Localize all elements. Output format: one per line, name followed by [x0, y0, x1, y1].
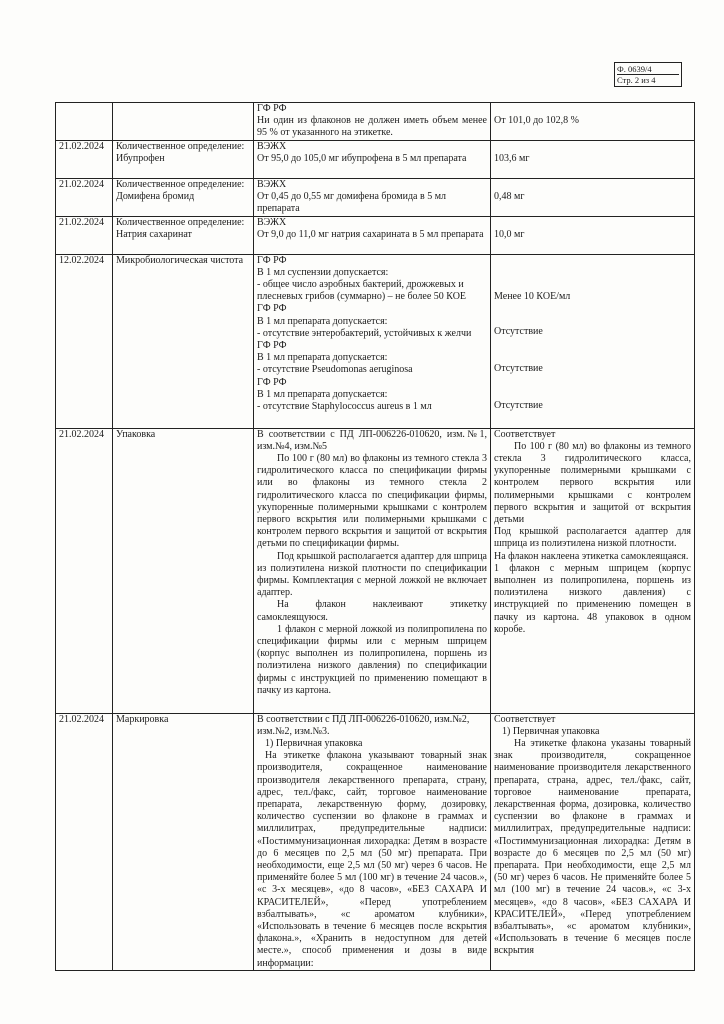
- table-row: [56, 140, 695, 178]
- result-cell: 10,0 мг: [491, 216, 695, 254]
- date-cell: 21.02.2024: [56, 713, 113, 970]
- table-row: [56, 216, 695, 254]
- date-cell: 21.02.2024: [56, 216, 113, 254]
- result-cell: 103,6 мг: [491, 140, 695, 178]
- test-name-cell: Количественное определение: Натрия сахаринат: [113, 216, 254, 254]
- date-cell: 21.02.2024: [56, 140, 113, 178]
- result-cell: 0,48 мг: [491, 178, 695, 216]
- test-name-cell: Маркировка: [113, 713, 254, 970]
- requirement-cell: ГФ РФ Ни один из флаконов не должен иметь объем менее 95 % от указанного на этикетке.: [254, 103, 491, 141]
- result-cell: От 101,0 до 102,8 %: [491, 103, 695, 141]
- test-name-cell: Количественное определение: Домифена бромид: [113, 178, 254, 216]
- result-cell: Менее 10 КОЕ/мл Отсутствие Отсутствие Отсутствие: [491, 254, 695, 428]
- form-code: Ф. 0639/4: [617, 64, 679, 75]
- date-cell: 12.02.2024: [56, 254, 113, 428]
- table-row: [56, 713, 695, 970]
- test-name-cell: Упаковка: [113, 428, 254, 713]
- result-cell: Соответствует По 100 г (80 мл) во флаконы из темного стекла 3 гидролитического класса, укупоренные полимерными крышками с контролем первого вскрытия или полимерными крышками с контролем первого вскрытия и защитой от вскрытия детьми Под крышкой располагается адаптер для шприца из полиэтилена низкой плотности. На флакон наклеена этикетка самоклеящаяся. 1 флакон с мерным шприцем (корпус выполнен из полипропилена, поршень из полиэтилена низкого давления) с инструкцией по применению помещен в пачку из картона. 48 упаковок в одном коробе.: [491, 428, 695, 713]
- date-cell: [56, 103, 113, 141]
- table-row: [56, 428, 695, 713]
- requirement-cell: В соответствии с ПД ЛП-006226-010620, изм.№1, изм.№4, изм.№5 По 100 г (80 мл) во флаконы из темного стекла 3 гидролитического класса по спецификации фирмы или во флаконы из темного стекла 2 гидролитического класса по спецификации фирмы, укупоренные полимерными крышками с контролем первого вскрытия или полимерными крышками с контролем первого вскрытия и защитой от вскрытия детьми по спецификации фирмы. Под крышкой располагается адаптер для шприца из полиэтилена низкой плотности по спецификации фирмы. Комплектация с мерной ложкой не включает адаптер. На флакон наклеивают этикетку самоклеящуюся. 1 флакон с мерной ложкой из полипропилена по спецификации фирмы или с мерным шприцем (корпус выполнен из полипропилена, поршень из полиэтилена низкого давления) по спецификации фирмы с инструкцией по применению помещают в пачку из картона.: [254, 428, 491, 713]
- result-cell: Соответствует 1) Первичная упаковка На этикетке флакона указаны товарный знак производителя, сокращенное наименование производителя лекарственного препарата, страна, адрес, тел./факс, сайт, торговое наименование препарата, лекарственная форма, дозировка, количество суспензии во флаконе в граммах и миллилитрах, предупредительные надписи: «Постиммунизационная лихорадка: Детям в возрасте до 6 месяцев по 2,5 мл (50 мг) препарата. При необходимости, еще 2,5 мл (50 мг) через 6 часов. Не применяйте более 5 мл (100 мг) в течение 24 часов.», «с 3-х месяцев», «до 8 часов», «БЕЗ САХАРА И КРАСИТЕЛЕЙ», «Перед употреблением взбалтывать», «с ароматом клубники», «Использовать в течение 6 месяцев после вскрытия: [491, 713, 695, 970]
- page-number: Стр. 2 из 4: [617, 75, 656, 85]
- table-row: [56, 178, 695, 216]
- requirement-cell: ВЭЖХ От 95,0 до 105,0 мг ибупрофена в 5 мл препарата: [254, 140, 491, 178]
- test-results-table: [55, 102, 695, 971]
- requirement-cell: ВЭЖХ От 0,45 до 0,55 мг домифена бромида в 5 мл препарата: [254, 178, 491, 216]
- date-cell: 21.02.2024: [56, 428, 113, 713]
- test-name-cell: [113, 103, 254, 141]
- requirement-cell: В соответствии с ПД ЛП-006226-010620, изм.№2, изм.№2, изм.№3. 1) Первичная упаковка На этикетке флакона указывают товарный знак производителя, сокращенное наименование производителя лекарственного препарата, страну, адрес, тел./факс, сайт, торговое наименование препарата, лекарственную форму, дозировку, количество суспензии во флаконе в граммах и миллилитрах, предупредительные надписи: «Постиммунизационная лихорадка: Детям в возрасте до 6 месяцев по 2,5 мл (50 мг) препарата. При необходимости, еще 2,5 мл (50 мг) через 6 часов. Не применяйте более 5 мл (100 мг) в течение 24 часов.», «с 3-х месяцев», «до 8 часов», «БЕЗ САХАРА И КРАСИТЕЛЕЙ», «Перед употреблением взбалтывать», «с ароматом клубники», «Использовать в течение 6 месяцев после вскрытия флакона.», «Хранить в недоступном для детей месте.», способ применения и дозы в виде информации:: [254, 713, 491, 970]
- form-number-box: [614, 62, 682, 87]
- requirement-cell: ВЭЖХ От 9,0 до 11,0 мг натрия сахарината в 5 мл препарата: [254, 216, 491, 254]
- table-row: [56, 254, 695, 428]
- test-name-cell: Микробиологическая чистота: [113, 254, 254, 428]
- date-cell: 21.02.2024: [56, 178, 113, 216]
- requirement-cell: ГФ РФ В 1 мл суспензии допускается: - общее число аэробных бактерий, дрожжевых и плесневых грибов (суммарно) – не более 50 КОЕ ГФ РФ В 1 мл препарата допускается: - отсутствие энтеробактерий, устойчивых к желчи ГФ РФ В 1 мл препарата допускается: - отсутствие Pseudomonas aeruginosa ГФ РФ В 1 мл препарата допускается: - отсутствие Staphylococcus aureus в 1 мл: [254, 254, 491, 428]
- table-row: [56, 103, 695, 141]
- test-name-cell: Количественное определение: Ибупрофен: [113, 140, 254, 178]
